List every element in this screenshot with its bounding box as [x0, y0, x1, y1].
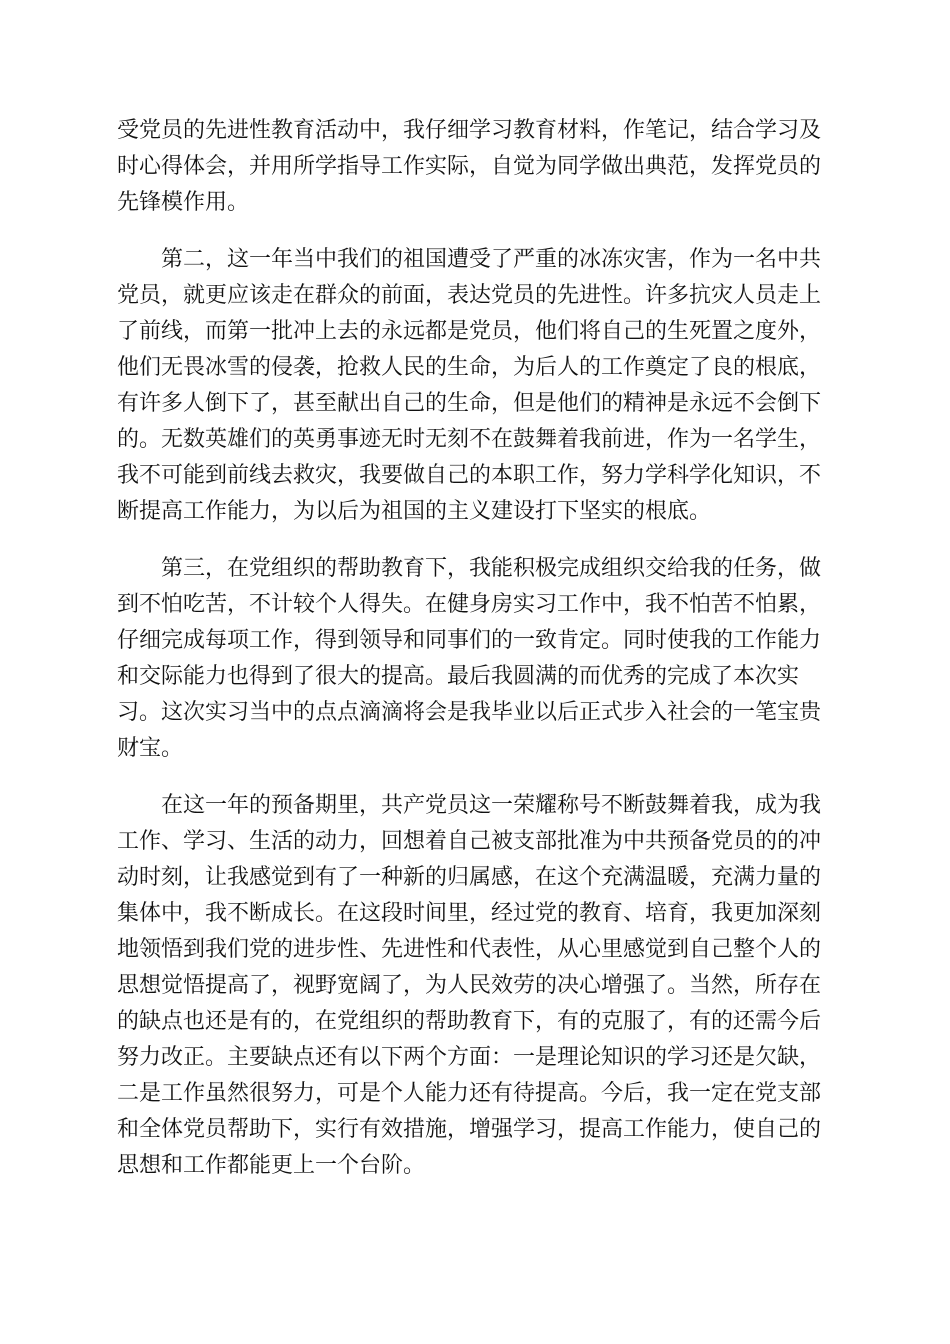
text-line: 第三，在党组织的帮助教育下，我能积极完成组织交给我的任务，做: [161, 556, 822, 581]
text-line: 动时刻，让我感觉到有了一种新的归属感，在这个充满温暖，充满力量的: [117, 865, 822, 890]
text-line: 我不可能到前线去救灾，我要做自己的本职工作，努力学科学化知识，不: [117, 463, 822, 488]
text-line: 习。这次实习当中的点点滴滴将会是我毕业以后正式步入社会的一笔宝贵: [117, 700, 822, 725]
text-line: 仔细完成每项工作，得到领导和同事们的一致肯定。同时使我的工作能力: [117, 628, 822, 653]
text-line: 财宝。: [117, 736, 184, 761]
text-line: 思想和工作都能更上一个台阶。: [117, 1153, 426, 1178]
text-line: 工作、学习、生活的动力，回想着自己被支部批准为中共预备党员的的冲: [117, 829, 822, 854]
text-line: 和交际能力也得到了很大的提高。最后我圆满的而优秀的完成了本次实: [117, 664, 800, 689]
text-line: 他们无畏冰雪的侵袭，抢救人民的生命，为后人的工作奠定了良的根底，: [117, 355, 822, 380]
text-line: 第二，这一年当中我们的祖国遭受了严重的冰冻灾害，作为一名中共: [161, 247, 822, 272]
text-line: 集体中，我不断成长。在这段时间里，经过党的教育、培育，我更加深刻: [117, 901, 822, 926]
text-line: 了前线，而第一批冲上去的永远都是党员，他们将自己的生死置之度外，: [117, 319, 822, 344]
text-line: 党员，就更应该走在群众的前面，表达党员的先进性。许多抗灾人员走上: [117, 283, 822, 308]
text-line: 的。无数英雄们的英勇事迹无时无刻不在鼓舞着我前进，作为一名学生，: [117, 427, 822, 452]
text-line: 到不怕吃苦，不计较个人得失。在健身房实习工作中，我不怕苦不怕累，: [117, 592, 822, 617]
paragraph-4: [117, 788, 833, 1184]
text-line: 断提高工作能力，为以后为祖国的主义建设打下坚实的根底。: [117, 499, 712, 524]
document-body: [117, 113, 833, 1205]
text-line: 二是工作虽然很努力，可是个人能力还有待提高。今后，我一定在党支部: [117, 1081, 822, 1106]
paragraph-1: [117, 113, 833, 221]
text-line: 有许多人倒下了，甚至献出自己的生命，但是他们的精神是永远不会倒下: [117, 391, 822, 416]
text-line: 和全体党员帮助下，实行有效措施，增强学习，提高工作能力，使自己的: [117, 1117, 822, 1142]
text-line: 在这一年的预备期里，共产党员这一荣耀称号不断鼓舞着我，成为我: [161, 793, 822, 818]
text-line: 的缺点也还是有的，在党组织的帮助教育下，有的克服了，有的还需今后: [117, 1009, 822, 1034]
text-line: 努力改正。主要缺点还有以下两个方面：一是理论知识的学习还是欠缺，: [117, 1045, 822, 1070]
text-line: 先锋模作用。: [117, 190, 250, 215]
text-line: 思想觉悟提高了，视野宽阔了，为人民效劳的决心增强了。当然，所存在: [117, 973, 822, 998]
paragraph-2: [117, 242, 833, 530]
paragraph-3: [117, 551, 833, 767]
text-line: 地领悟到我们党的进步性、先进性和代表性，从心里感觉到自己整个人的: [117, 937, 822, 962]
text-line: 时心得体会，并用所学指导工作实际，自觉为同学做出典范，发挥党员的: [117, 154, 822, 179]
text-line: 受党员的先进性教育活动中，我仔细学习教育材料，作笔记，结合学习及: [117, 118, 822, 143]
